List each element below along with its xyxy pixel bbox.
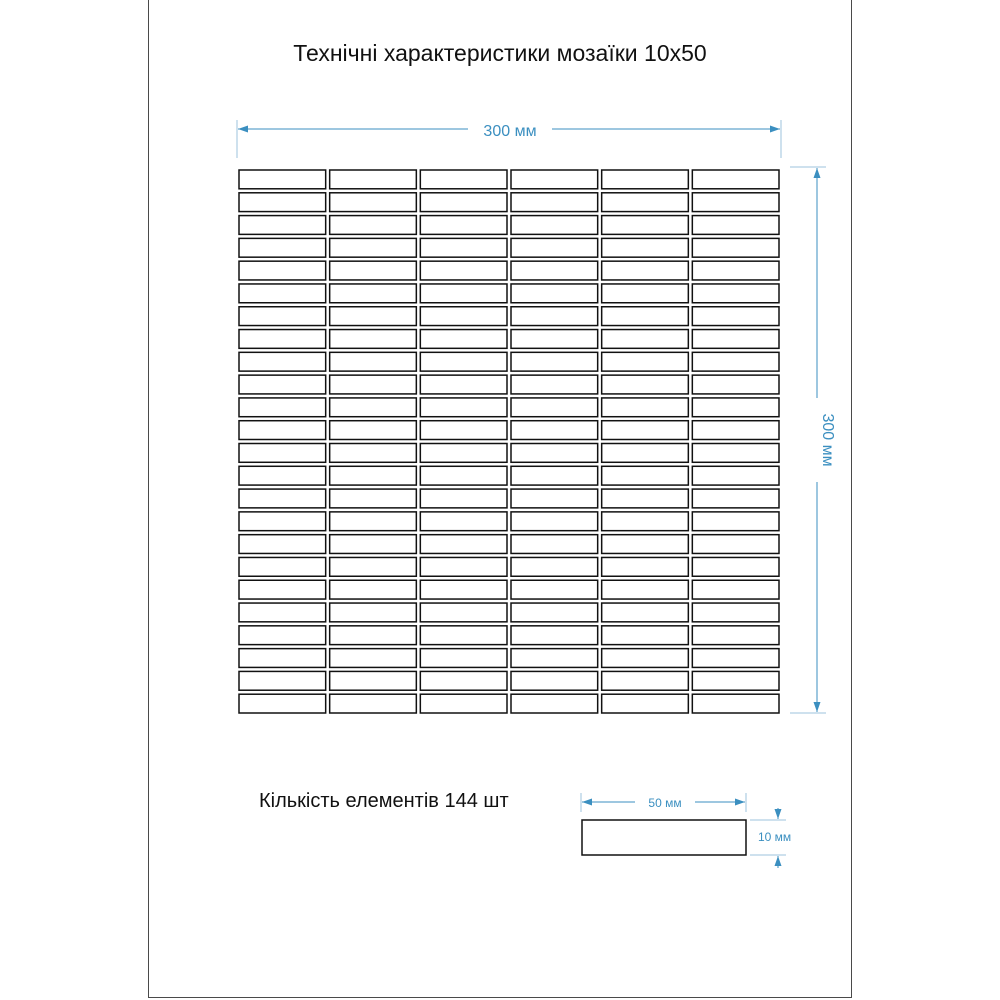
mosaic-tile (692, 238, 779, 257)
mosaic-tile (602, 444, 689, 463)
mosaic-tile (692, 352, 779, 371)
mosaic-tile (330, 489, 417, 508)
mosaic-tile (692, 649, 779, 668)
mosaic-tile (602, 466, 689, 485)
mosaic-tile (330, 421, 417, 440)
mosaic-tile (239, 398, 326, 417)
mosaic-tile (692, 603, 779, 622)
sheet-width-label: 300 мм (483, 123, 537, 140)
mosaic-tile (511, 193, 598, 212)
mosaic-tile (239, 330, 326, 349)
mosaic-tile (239, 170, 326, 189)
mosaic-tile (692, 694, 779, 713)
mosaic-tile (239, 352, 326, 371)
mosaic-tile (420, 238, 507, 257)
mosaic-tile (511, 535, 598, 554)
mosaic-tile (420, 671, 507, 690)
mosaic-tile (330, 216, 417, 235)
mosaic-tile (239, 216, 326, 235)
mosaic-tile (239, 261, 326, 280)
mosaic-tile (239, 649, 326, 668)
mosaic-tile (330, 671, 417, 690)
mosaic-tile (511, 375, 598, 394)
mosaic-tile (511, 466, 598, 485)
mosaic-tile (239, 238, 326, 257)
sheet-height-label: 300 мм (819, 413, 836, 467)
mosaic-tile (692, 261, 779, 280)
mosaic-tile (330, 193, 417, 212)
mosaic-tile (511, 626, 598, 645)
mosaic-tile (420, 261, 507, 280)
mosaic-tile (239, 580, 326, 599)
sheet-width-dimension (237, 120, 781, 158)
mosaic-tile (602, 261, 689, 280)
element-width-label: 50 мм (648, 796, 682, 810)
mosaic-tile (330, 352, 417, 371)
mosaic-tile (420, 512, 507, 531)
mosaic-tile (420, 580, 507, 599)
mosaic-tile (692, 307, 779, 326)
mosaic-tile (239, 671, 326, 690)
mosaic-tile (330, 330, 417, 349)
element-height-label: 10 мм (758, 830, 792, 844)
mosaic-tile (602, 398, 689, 417)
mosaic-tile (330, 444, 417, 463)
page-title: Технічні характеристики мозаїки 10х50 (293, 40, 707, 66)
mosaic-tile (239, 421, 326, 440)
mosaic-tile (692, 535, 779, 554)
mosaic-tile (239, 694, 326, 713)
mosaic-tile-grid (239, 170, 779, 713)
mosaic-tile (420, 649, 507, 668)
mosaic-tile (420, 626, 507, 645)
mosaic-tile (511, 421, 598, 440)
mosaic-tile (692, 671, 779, 690)
mosaic-tile (420, 535, 507, 554)
element-detail (581, 793, 791, 868)
mosaic-tile (692, 444, 779, 463)
mosaic-tile (239, 193, 326, 212)
mosaic-tile (511, 330, 598, 349)
mosaic-tile (420, 307, 507, 326)
mosaic-tile (330, 398, 417, 417)
mosaic-tile (602, 170, 689, 189)
mosaic-tile (602, 512, 689, 531)
mosaic-tile (330, 170, 417, 189)
mosaic-tile (420, 444, 507, 463)
mosaic-tile (420, 193, 507, 212)
mosaic-tile (330, 580, 417, 599)
element-tile-outline (582, 820, 746, 855)
mosaic-tile (511, 238, 598, 257)
mosaic-tile (602, 694, 689, 713)
mosaic-tile (239, 512, 326, 531)
mosaic-tile (511, 170, 598, 189)
mosaic-tile (420, 330, 507, 349)
mosaic-tile (602, 330, 689, 349)
mosaic-tile (330, 261, 417, 280)
mosaic-tile (602, 421, 689, 440)
mosaic-tile (602, 535, 689, 554)
mosaic-tile (692, 489, 779, 508)
mosaic-tile (239, 557, 326, 576)
sheet-height-dimension (790, 167, 836, 713)
mosaic-tile (330, 694, 417, 713)
mosaic-tile (602, 284, 689, 303)
mosaic-tile (330, 557, 417, 576)
mosaic-tile (420, 284, 507, 303)
mosaic-tile (511, 444, 598, 463)
mosaic-tile (692, 557, 779, 576)
mosaic-tile (420, 489, 507, 508)
mosaic-tile (330, 512, 417, 531)
mosaic-tile (692, 421, 779, 440)
mosaic-tile (420, 694, 507, 713)
mosaic-tile (692, 284, 779, 303)
mosaic-tile (511, 603, 598, 622)
mosaic-tile (692, 398, 779, 417)
mosaic-tile (511, 649, 598, 668)
mosaic-tile (420, 170, 507, 189)
mosaic-tile (602, 649, 689, 668)
mosaic-tile (420, 421, 507, 440)
mosaic-tile (330, 284, 417, 303)
mosaic-tile (239, 444, 326, 463)
mosaic-tile (511, 557, 598, 576)
mosaic-tile (511, 307, 598, 326)
mosaic-tile (511, 580, 598, 599)
mosaic-tile (511, 489, 598, 508)
mosaic-tile (330, 626, 417, 645)
mosaic-tile (239, 284, 326, 303)
mosaic-tile (239, 375, 326, 394)
mosaic-tile (602, 557, 689, 576)
mosaic-tile (239, 603, 326, 622)
mosaic-tile (602, 352, 689, 371)
mosaic-tile (602, 603, 689, 622)
mosaic-tile (511, 694, 598, 713)
mosaic-tile (602, 307, 689, 326)
mosaic-tile (239, 489, 326, 508)
mosaic-tile (692, 193, 779, 212)
mosaic-tile (692, 170, 779, 189)
mosaic-tile (602, 671, 689, 690)
mosaic-tile (602, 238, 689, 257)
mosaic-tile (420, 603, 507, 622)
mosaic-tile (692, 580, 779, 599)
mosaic-tile (420, 557, 507, 576)
mosaic-tile (511, 284, 598, 303)
mosaic-tile (330, 649, 417, 668)
mosaic-tile (602, 216, 689, 235)
mosaic-tile (330, 375, 417, 394)
mosaic-tile (330, 307, 417, 326)
mosaic-tile (239, 307, 326, 326)
mosaic-tile (602, 626, 689, 645)
mosaic-tile (692, 626, 779, 645)
mosaic-tile (420, 466, 507, 485)
mosaic-tile (511, 352, 598, 371)
mosaic-tile (330, 238, 417, 257)
mosaic-tile (602, 580, 689, 599)
mosaic-tile (602, 489, 689, 508)
mosaic-tile (420, 216, 507, 235)
mosaic-tile (692, 466, 779, 485)
mosaic-tile (692, 512, 779, 531)
mosaic-tile (420, 352, 507, 371)
mosaic-tile (420, 375, 507, 394)
mosaic-tile (511, 261, 598, 280)
mosaic-tile (239, 466, 326, 485)
mosaic-tile (239, 535, 326, 554)
mosaic-tile (692, 216, 779, 235)
mosaic-tile (239, 626, 326, 645)
mosaic-tile (330, 466, 417, 485)
mosaic-tile (330, 603, 417, 622)
mosaic-tile (692, 330, 779, 349)
mosaic-tile (420, 398, 507, 417)
mosaic-tile (602, 375, 689, 394)
mosaic-tile (511, 398, 598, 417)
mosaic-tile (330, 535, 417, 554)
element-count-label: Кількість елементів 144 шт (259, 790, 509, 812)
mosaic-tile (511, 671, 598, 690)
mosaic-tile (692, 375, 779, 394)
mosaic-tile (602, 193, 689, 212)
mosaic-tile (511, 512, 598, 531)
mosaic-tile (511, 216, 598, 235)
